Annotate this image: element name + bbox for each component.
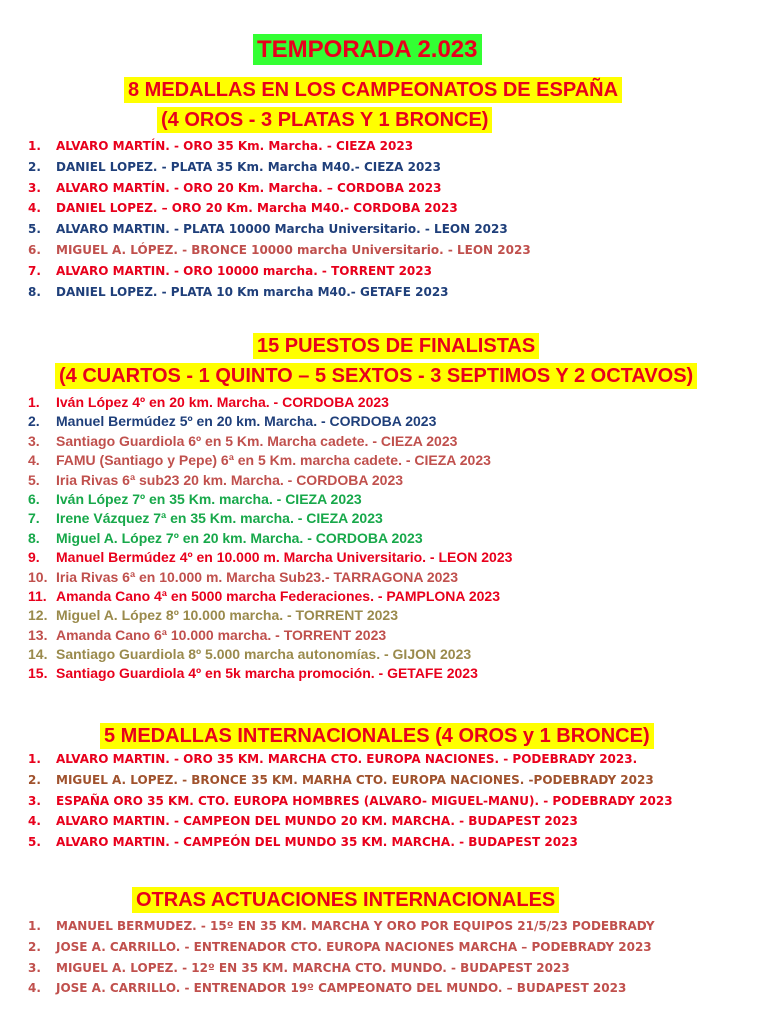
list-item [28,645,512,664]
list-item-text: ALVARO MARTIN. - ORO 35 KM. MARCHA CTO. EUROPA NACIONES. - PODEBRADY 2023. [56,752,638,766]
list-item-number: 2. [28,413,40,430]
list-item-text: DANIEL LOPEZ. - PLATA 10 Km marcha M40.- GETAFE 2023 [56,284,449,299]
list-item-text: Iván López 7º en 35 Km. marcha. - CIEZA 2023 [56,490,362,507]
section1-list [28,136,531,302]
list-item-number: 6. [28,490,40,507]
list-item-number: 6. [28,242,41,257]
list-item [28,412,512,431]
list-item [28,282,531,303]
list-item-number: 13. [28,626,48,643]
list-item-number: 4. [28,814,41,829]
list-item-text: Manuel Bermúdez 4º en 10.000 m. Marcha Universitario. - LEON 2023 [56,549,513,566]
page-title [253,38,482,62]
list-item [28,791,673,812]
list-item [28,832,673,853]
section1-heading-text: 8 MEDALLAS EN LOS CAMPEONATOS DE ESPAÑA [124,77,622,103]
list-item [28,811,673,832]
list-item-text: MIGUEL A. LOPEZ. - BRONCE 35 KM. MARHA CTO. EUROPA NACIONES. -PODEBRADY 2023 [56,772,654,787]
list-item-number: 3. [28,793,41,808]
list-item-number: 2. [28,159,41,174]
list-item-number: 14. [28,646,48,663]
list-item-number: 1. [28,394,40,410]
list-item-text: MIGUEL A. LOPEZ. - 12º EN 35 KM. MARCHA CTO. MUNDO. - BUDAPEST 2023 [56,960,570,975]
list-item [28,626,512,645]
list-item-number: 5. [28,835,41,850]
list-item-text: ALVARO MARTIN. - CAMPEON DEL MUNDO 20 KM. MARCHA. - BUDAPEST 2023 [56,814,578,829]
list-item [28,770,673,791]
list-item [28,568,512,587]
list-item-text: Irene Vázquez 7ª en 35 Km. marcha. - CIEZA 2023 [56,510,383,527]
list-item [28,432,512,451]
list-item-number: 15. [28,665,48,682]
list-item-text: ESPAÑA ORO 35 KM. CTO. EUROPA HOMBRES (ALVARO- MIGUEL-MANU). - PODEBRADY 2023 [56,793,673,808]
list-item-text: ALVARO MARTIN. - CAMPEÓN DEL MUNDO 35 KM. MARCHA. - BUDAPEST 2023 [56,835,578,850]
list-item-number: 1. [28,139,41,153]
list-item-text: ALVARO MARTÍN. - ORO 35 Km. Marcha. - CIEZA 2023 [56,139,414,153]
list-item [28,261,531,282]
title-text: TEMPORADA 2.023 [253,34,482,65]
list-item-number: 5. [28,471,40,488]
list-item-number: 4. [28,452,40,469]
list-item-number: 2. [28,772,41,787]
list-item [28,219,531,240]
list-item-text: Iria Rivas 6ª en 10.000 m. Marcha Sub23.- TARRAGONA 2023 [56,568,459,585]
section4-heading [132,890,559,910]
list-item-text: ALVARO MARTIN. - PLATA 10000 Marcha Universitario. - LEON 2023 [56,222,508,237]
list-item [28,978,655,999]
list-item-text: FAMU (Santiago y Pepe) 6ª en 5 Km. marcha cadete. - CIEZA 2023 [56,452,491,469]
list-item [28,937,655,958]
list-item-number: 11. [28,587,47,604]
section3-heading [100,726,654,746]
list-item-number: 5. [28,222,41,237]
list-item [28,664,512,683]
section1-subheading [157,110,492,130]
list-item [28,393,512,412]
section3-list [28,749,673,853]
list-item-number: 9. [28,549,40,566]
list-item [28,509,512,528]
list-item [28,240,531,261]
list-item-number: 1. [28,919,41,933]
list-item-number: 7. [28,263,41,278]
list-item-number: 3. [28,180,41,195]
list-item-number: 12. [28,607,48,624]
list-item-text: Amanda Cano 4ª en 5000 marcha Federaciones. - PAMPLONA 2023 [56,587,501,604]
list-item [28,606,512,625]
list-item [28,749,673,770]
list-item-text: Amanda Cano 6ª 10.000 marcha. - TORRENT 2023 [56,626,387,643]
list-item [28,157,531,178]
list-item [28,471,512,490]
list-item [28,958,655,979]
list-item [28,136,531,157]
list-item [28,916,655,937]
section3-heading-text: 5 MEDALLAS INTERNACIONALES (4 OROS y 1 BRONCE) [100,723,654,749]
section1-heading [124,80,622,100]
list-item-text: Iván López 4º en 20 km. Marcha. - CORDOBA 2023 [56,394,389,410]
list-item-number: 1. [28,752,41,766]
list-item [28,198,531,219]
list-item-number: 2. [28,939,41,954]
section2-subheading [55,366,697,386]
list-item-text: ALVARO MARTIN. - ORO 10000 marcha. - TORRENT 2023 [56,263,432,278]
list-item [28,548,512,567]
list-item-text: Santiago Guardiola 6º en 5 Km. Marcha cadete. - CIEZA 2023 [56,432,458,449]
section2-heading-text: 15 PUESTOS DE FINALISTAS [253,333,539,359]
list-item [28,529,512,548]
list-item-number: 4. [28,981,41,996]
list-item-number: 7. [28,510,40,527]
list-item-number: 3. [28,432,40,449]
section2-heading [253,336,539,356]
list-item-number: 8. [28,529,40,546]
list-item-text: MIGUEL A. LÓPEZ. - BRONCE 10000 marcha Universitario. - LEON 2023 [56,242,531,257]
list-item [28,178,531,199]
list-item-text: JOSE A. CARRILLO. - ENTRENADOR 19º CAMPEONATO DEL MUNDO. – BUDAPEST 2023 [56,981,627,996]
list-item [28,587,512,606]
list-item-text: MANUEL BERMUDEZ. - 15º EN 35 KM. MARCHA Y ORO POR EQUIPOS 21/5/23 PODEBRADY [56,919,655,933]
list-item-number: 4. [28,201,41,216]
list-item-text: Manuel Bermúdez 5º en 20 km. Marcha. - CORDOBA 2023 [56,413,437,430]
list-item-text: Miguel A. López 7º en 20 km. Marcha. - CORDOBA 2023 [56,529,423,546]
list-item-text: Santiago Guardiola 4º en 5k marcha promoción. - GETAFE 2023 [56,665,478,682]
list-item-text: Santiago Guardiola 8º 5.000 marcha autonomías. - GIJON 2023 [56,646,472,663]
section2-list [28,393,512,684]
list-item-text: Miguel A. López 8º 10.000 marcha. - TORRENT 2023 [56,607,399,624]
list-item-text: DANIEL LOPEZ. – ORO 20 Km. Marcha M40.- CORDOBA 2023 [56,201,458,216]
section2-subheading-text: (4 CUARTOS - 1 QUINTO – 5 SEXTOS - 3 SEPTIMOS Y 2 OCTAVOS) [55,363,697,389]
list-item [28,490,512,509]
section4-heading-text: OTRAS ACTUACIONES INTERNACIONALES [132,887,559,913]
list-item-number: 8. [28,284,41,299]
list-item-text: JOSE A. CARRILLO. - ENTRENADOR CTO. EUROPA NACIONES MARCHA – PODEBRADY 2023 [56,939,652,954]
list-item [28,451,512,470]
list-item-number: 3. [28,960,41,975]
section4-list [28,916,655,999]
list-item-text: Iria Rivas 6ª sub23 20 km. Marcha. - CORDOBA 2023 [56,471,404,488]
list-item-text: DANIEL LOPEZ. - PLATA 35 Km. Marcha M40.- CIEZA 2023 [56,159,441,174]
list-item-text: ALVARO MARTÍN. - ORO 20 Km. Marcha. – CORDOBA 2023 [56,180,442,195]
section1-subheading-text: (4 OROS - 3 PLATAS Y 1 BRONCE) [157,107,492,133]
list-item-number: 10. [28,568,48,585]
